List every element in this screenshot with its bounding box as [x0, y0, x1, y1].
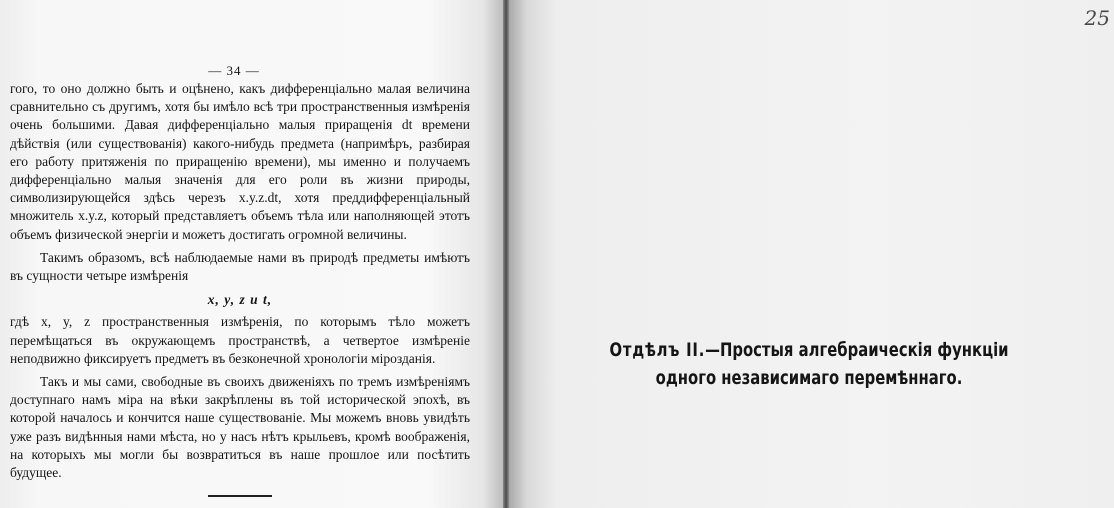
- paragraph-4: Такъ и мы сами, свободные въ своихъ движеніяхъ по тремъ измѣреніямъ доступнаго намъ міра на вѣки закрѣплены въ той исторической эпохѣ, въ которой началось и кончится наше существованіе. Мы можемъ вновь увидѣть уже разъ видѣнныя нами мѣста, но у насъ нѣтъ крыльевъ, кромѣ воображенія, на которыхъ мы могли бы возвратиться въ наше прошлое или посѣтить будущее.: [10, 374, 470, 481]
- page-number: — 34 —: [208, 63, 260, 78]
- paragraph-2: Такимъ образомъ, всѣ наблюдаемые нами въ природѣ предметы имѣютъ въ сущности четыре измѣренія: [10, 249, 470, 284]
- formula-line: x, y, z и t,: [207, 292, 273, 308]
- end-rule: [208, 495, 272, 497]
- paragraph-1: гого, то оно должно быть и оцѣнено, какъ дифференціально малая величина сравнительно съ другимъ, хотя бы имѣло всѣ три пространственныя измѣренія очень большими. Давая дифференціально малыя приращенія dt времени дѣйствія (или существованія) какого-нибудь предмета (напримѣръ, разбирая его работу притяженія по приращенію времени), мы именно и получаемъ дифференціально малыя значенія для его роли въ жизни природы, символизирующейся здѣсь черезъ x.y.z.dt, хотя преддифференціальный множитель x.y.z, который представляетъ объемъ тѣла или наполняющей этотъ объемъ физической энергіи и можетъ достигать огромной величины.: [10, 81, 470, 242]
- paragraph-3: гдѣ x, y, z пространственныя измѣренія, по которымъ тѣло можетъ перемѣщаться въ окружающемъ пространствѣ, а четвертое измѣреніе неподвижно фиксируетъ предметъ въ безконечной хронологіи мірозданія.: [10, 314, 470, 366]
- body-text: [10, 80, 470, 482]
- right-page: [509, 0, 1114, 508]
- section-title: —Простыя алгебраическія функціи одного независимаго перемѣннаго.: [655, 339, 1009, 389]
- left-page: [0, 0, 503, 508]
- section-heading: [598, 336, 1019, 392]
- section-label: Отдѣлъ II.: [609, 339, 706, 361]
- handwritten-folio: 25: [1084, 6, 1110, 30]
